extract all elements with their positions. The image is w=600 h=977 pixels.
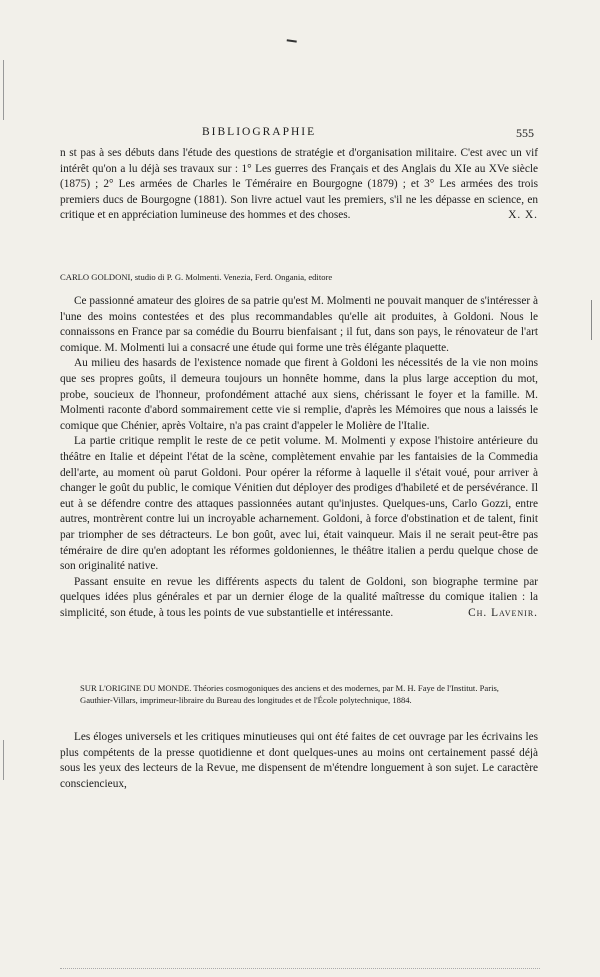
signature: Ch. Lavenir. [468, 606, 538, 619]
scan-edge-left [3, 60, 4, 120]
ink-mark [287, 35, 298, 42]
running-title: BIBLIOGRAPHIE [202, 126, 317, 138]
review-origine-du-monde [60, 730, 538, 792]
page-header [64, 126, 534, 142]
paragraph [60, 146, 538, 224]
scan-bottom-noise [60, 968, 540, 972]
paragraph: Au milieu des hasards de l'existence nomade que firent à Goldoni les nécessités de la vie non moins que ses propres goûts, il demeura toujours un honnête homme, dans la plus large acception du mot, probe, soucieux de l'honneur, profondément attaché aux siens, chérissant le foyer et la famille. M. Molmenti raconte d'abord sommairement cette vie si remplie, d'après les Mémoires que nous a laissés le comique que Chénier, après Voltaire, n'a pas craint d'appeler le Molière de l'Italie. [60, 357, 538, 432]
entry-title: CARLO GOLDONI, studio di P. G. Molmenti. Venezia, Ferd. Ongania, editore [60, 272, 333, 282]
page-number: 555 [516, 126, 534, 140]
scan-edge-left-lower [3, 740, 4, 780]
signature: X. X. [508, 209, 538, 222]
review-goldoni [60, 294, 538, 621]
bibliographic-entry [80, 683, 520, 706]
entry-title: SUR L'ORIGINE DU MONDE. Théories cosmogoniques des anciens et des modernes, par M. H. Faye de l'Institut. Paris, Gauthier-Villars, imprimeur-libraire du Bureau des longitudes et de l'École polytechnique, 1884. [80, 683, 499, 705]
paragraph: Ce passionné amateur des gloires de sa patrie qu'est M. Molmenti ne pouvait manquer de s'intéresser à l'une des moins contestées et des plus recommandables qu'elle ait produites, à Goldoni. Nous le connaissons en France par sa comédie du Bourru bienfaisant ; il fut, dans son pays, le rénovateur de l'art comique. M. Molmenti lui a consacré une étude qui forme une très élégante plaquette. [60, 295, 538, 354]
paragraph [60, 575, 538, 622]
paragraph: La partie critique remplit le reste de ce petit volume. M. Molmenti y expose l'histoire antérieure du théâtre en Italie et dépeint l'état de la scène, complètement envahie par les fantaisies de la Commedia dell'arte, au moment où parut Goldoni. Pour opérer la réforme à laquelle il s'était voué, pour arriver à changer le goût du public, le comique Vénitien dut déployer des prodiges d'habileté et de persévérance. Il eut à se défendre contre des attaques passionnées autant qu'injustes. Quelques-uns, Carlo Gozzi, entre autres, montrèrent contre lui un incroyable acharnement. Goldoni, à force d'obstination et de talent, finit par triompher de ses détracteurs. Le bon goût, avec lui, était vainqueur. Mais il ne serait peut-être pas téméraire de dire qu'en adoptant les réformes goldoniennes, le théâtre italien a perdu quelque chose de son originalité native. [60, 435, 538, 573]
paragraph: Les éloges universels et les critiques minutieuses qui ont été faites de cet ouvrage par les écrivains les plus compétents de la presse quotidienne et dont quelques-unes au moins ont certainement passé déjà sous les yeux des lecteurs de la Revue, me dispensent de m'étendre longuement à son sujet. Le caractère consciencieux, [60, 731, 538, 790]
paragraph-text: Passant ensuite en revue les différents aspects du talent de Goldoni, son biographe termine par quelques idées plus générales et par un dernier éloge de la qualité maîtresse du comique italien : la simplicité, son étude, à tous les points de vue substantielle et intéressante. [60, 575, 538, 619]
scan-edge-right [591, 300, 592, 340]
bibliographic-entry [60, 272, 538, 284]
review-continuation [60, 146, 538, 224]
paragraph-text: n st pas à ses débuts dans l'étude des questions de stratégie et d'organisation militaire. C'est avec un vif intérêt qu'on a lu déjà ses travaux sur : 1° Les guerres des Français et des Anglais du XIe au XVe siècle (1875) ; 2° Les armées de Charles le Téméraire en Bourgogne (1879) ; et 3° Les armées des trois premiers ducs de Bourgogne (1881). Son livre actuel vaut les premiers, s'il ne les dépasse en science, en critique et en appréciation lumineuse des hommes et des choses. [60, 147, 538, 222]
